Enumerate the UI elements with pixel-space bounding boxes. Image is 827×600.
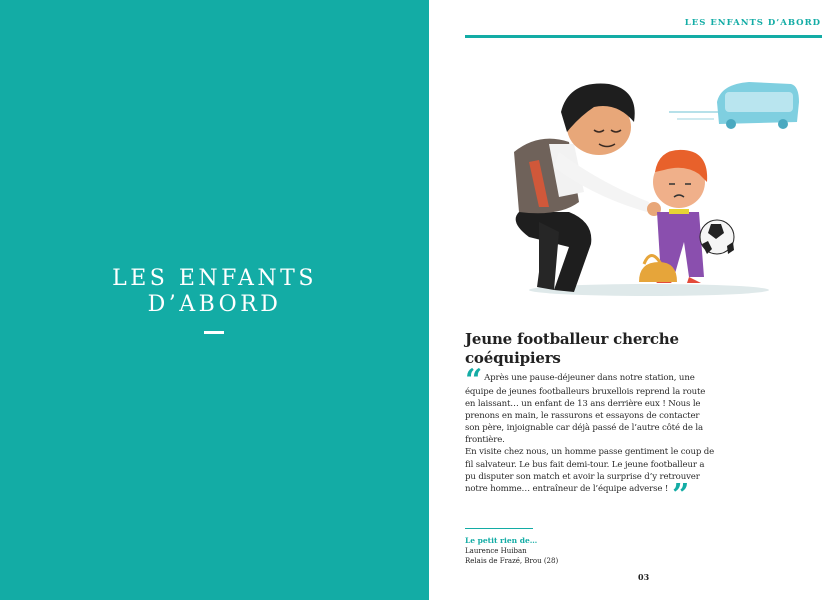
title-dash-divider <box>204 331 224 334</box>
signature-rule <box>465 528 533 529</box>
section-title-line-1: LES ENFANTS <box>112 266 317 291</box>
quote-paragraph-2: En visite chez nous, un homme passe gentiment le coup de fil salvateur. Le bus fait demi-tour. Le jeune footballeur a pu disputer son match et avoir la surprise d’y retrouver notre homme… entraîneur de l’équipe adverse ! ” <box>465 447 715 513</box>
illustration <box>499 72 827 302</box>
signature-heading: Le petit rien de… <box>465 536 538 545</box>
right-page <box>429 0 827 600</box>
running-head: LES ENFANTS D’ABORD <box>684 18 821 28</box>
quote-paragraph-1: “ Après une pause-déjeuner dans notre station, une équipe de jeunes footballeurs bruxellois reprend la route en laissant… un enfant de 13 ans derrière eux ! Nous le prenons en main, le rassurons et essayons de contacter son père, injoignable car déjà passé de l’autre côté de la frontière. <box>465 363 706 446</box>
signature-name: Laurence Huiban <box>465 547 527 555</box>
page-number: 03 <box>638 572 650 582</box>
article-title: Jeune footballeur cherche coéquipiers <box>465 330 679 367</box>
man-figure-icon <box>514 84 661 292</box>
running-head-rule <box>465 35 822 38</box>
section-title <box>0 266 429 318</box>
football-icon <box>700 220 734 254</box>
section-title-line-2: D’ABORD <box>147 292 282 317</box>
bus-icon <box>669 82 799 129</box>
testimonial-quote <box>465 363 715 513</box>
quote-close-icon: ” <box>672 477 690 513</box>
quote-open-icon: “ <box>465 363 483 398</box>
signature-place: Relais de Frazé, Brou (28) <box>465 557 559 565</box>
